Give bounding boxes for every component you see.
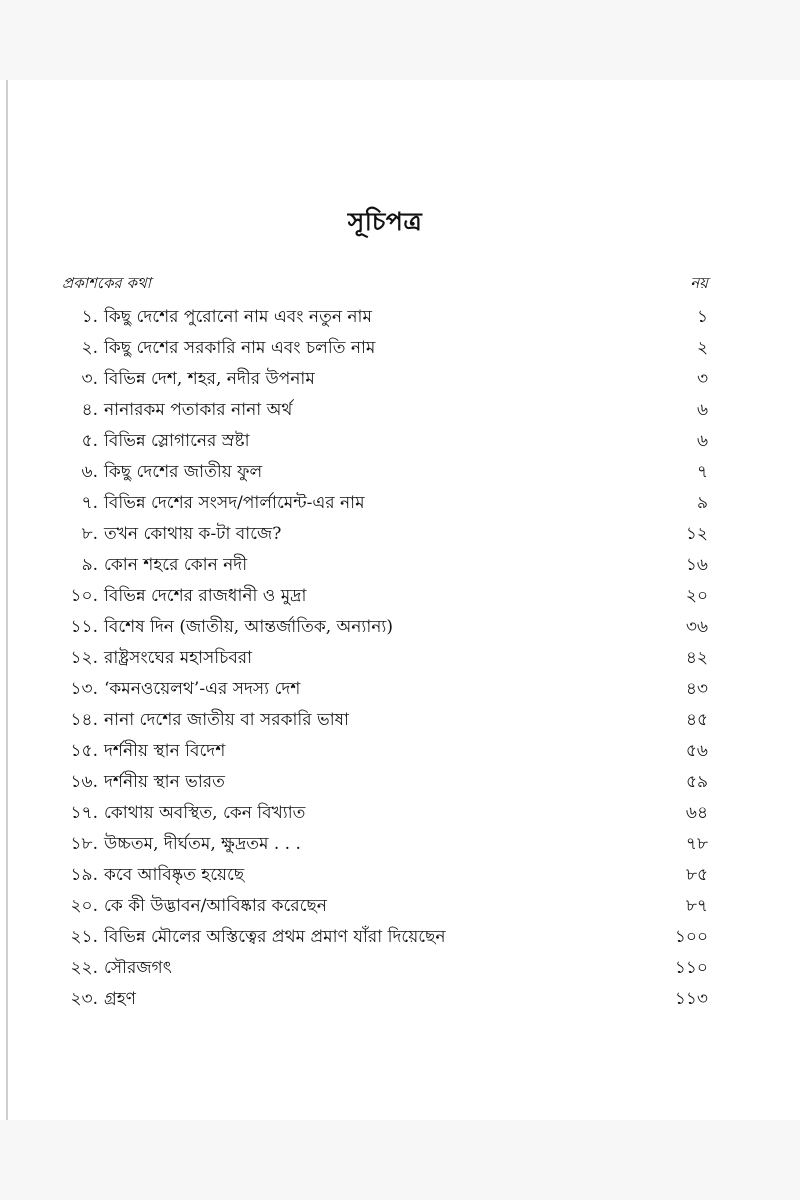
entry-page-number: ৫৯ [685, 772, 708, 792]
entry-page-number: ২০ [685, 586, 708, 606]
entry-page-number: ৭৮ [685, 834, 708, 854]
toc-entry [0, 364, 800, 395]
top-margin-band [0, 0, 800, 80]
entry-title: নানা দেশের জাতীয় বা সরকারি ভাষা [104, 710, 349, 730]
entry-number: ২২. [70, 958, 98, 978]
entry-page-number: ১ [696, 307, 708, 327]
entry-title: কোথায় অবস্থিত, কেন বিখ্যাত [104, 803, 306, 823]
entry-page-number: ৩ [696, 369, 708, 389]
entry-title: গ্রহণ [104, 989, 136, 1009]
page-title: সূচিপত্র [347, 207, 423, 236]
toc-entry [0, 395, 800, 426]
entry-page-number: ৮৫ [685, 865, 708, 885]
entry-number: ৬. [81, 462, 98, 482]
entry-number: ৩. [81, 369, 98, 389]
entry-number: ৮. [81, 524, 98, 544]
toc-entry [0, 984, 800, 1015]
toc-entry [0, 798, 800, 829]
entry-page-number: ৪৩ [685, 679, 708, 699]
entry-title: কোন শহরে কোন নদী [104, 555, 248, 575]
entry-title: বিভিন্ন দেশের সংসদ/পার্লামেন্ট-এর নাম [104, 493, 365, 513]
entry-page-number: ৭ [696, 462, 708, 482]
entry-title: কিছু দেশের পুরোনো নাম এবং নতুন নাম [104, 307, 372, 327]
entry-page-number: ৫৬ [685, 741, 708, 761]
preface-label: প্রকাশকের কথা [62, 274, 152, 292]
toc-entry [0, 333, 800, 364]
toc-entry [0, 302, 800, 333]
toc-entry [0, 829, 800, 860]
entry-number: ১৩. [70, 679, 98, 699]
entry-title: দর্শনীয় স্থান ভারত [104, 772, 225, 792]
toc-entry [0, 705, 800, 736]
entry-page-number: ২ [696, 338, 708, 358]
entry-page-number: ৯ [696, 493, 708, 513]
entry-title: বিভিন্ন দেশের রাজধানী ও মুদ্রা [104, 586, 307, 606]
toc-list [0, 302, 800, 1015]
entry-number: ১২. [70, 648, 98, 668]
entry-page-number: ৪২ [685, 648, 708, 668]
entry-number: ১৮. [70, 834, 98, 854]
preface-page-number: নয় [690, 274, 708, 292]
entry-title: বিভিন্ন মৌলের অস্তিত্বের প্রথম প্রমাণ যাঁরা দিয়েছেন [104, 927, 446, 947]
entry-number: ১০. [70, 586, 98, 606]
toc-entry [0, 643, 800, 674]
entry-number: ১. [81, 307, 98, 327]
entry-title: কে কী উদ্ভাবন/আবিষ্কার করেছেন [104, 896, 327, 916]
entry-number: ২৩. [70, 989, 98, 1009]
toc-entry [0, 674, 800, 705]
entry-page-number: ৬৪ [685, 803, 708, 823]
bottom-margin-band [0, 1120, 800, 1200]
entry-title: নানারকম পতাকার নানা অর্থ [104, 400, 293, 420]
entry-title: রাষ্ট্রসংঘের মহাসচিবরা [104, 648, 253, 668]
entry-number: ১৫. [70, 741, 98, 761]
entry-page-number: ১০০ [674, 927, 708, 947]
toc-entry [0, 488, 800, 519]
entry-title: তখন কোথায় ক-টা বাজে? [104, 524, 282, 544]
toc-entry [0, 581, 800, 612]
toc-entry [0, 767, 800, 798]
entry-title: বিভিন্ন স্লোগানের স্রষ্টা [104, 431, 250, 451]
entry-page-number: ৩৬ [685, 617, 708, 637]
toc-entry [0, 426, 800, 457]
preface-row [62, 272, 708, 298]
toc-page [0, 80, 800, 1120]
entry-number: ১৬. [70, 772, 98, 792]
entry-number: ১৪. [70, 710, 98, 730]
entry-number: ৫. [81, 431, 98, 451]
entry-number: ১৭. [70, 803, 98, 823]
toc-entry [0, 519, 800, 550]
entry-number: ৯. [81, 555, 98, 575]
entry-number: ৪. [81, 400, 98, 420]
toc-entry [0, 922, 800, 953]
entry-page-number: ৬ [696, 400, 708, 420]
entry-title: ‘কমনওয়েলথ’-এর সদস্য দেশ [104, 679, 301, 699]
entry-page-number: ১১০ [674, 958, 708, 978]
toc-entry [0, 550, 800, 581]
toc-entry [0, 860, 800, 891]
entry-title: বিশেষ দিন (জাতীয়, আন্তর্জাতিক, অন্যান্য) [104, 617, 393, 637]
entry-title: কিছু দেশের সরকারি নাম এবং চলতি নাম [104, 338, 376, 358]
entry-number: ১৯. [70, 865, 98, 885]
entry-title: উচ্চতম, দীর্ঘতম, ক্ষুদ্রতম . . . [104, 834, 301, 854]
entry-page-number: ৬ [696, 431, 708, 451]
entry-number: ৭. [81, 493, 98, 513]
entry-number: ২১. [70, 927, 98, 947]
entry-title: দর্শনীয় স্থান বিদেশ [104, 741, 226, 761]
toc-entry [0, 891, 800, 922]
entry-number: ২০. [70, 896, 98, 916]
entry-title: বিভিন্ন দেশ, শহর, নদীর উপনাম [104, 369, 315, 389]
entry-page-number: ১২ [685, 524, 708, 544]
entry-page-number: ৪৫ [685, 710, 708, 730]
entry-title: কবে আবিষ্কৃত হয়েছে [104, 865, 245, 885]
entry-page-number: ১৬ [685, 555, 708, 575]
entry-number: ২. [81, 338, 98, 358]
toc-entry [0, 612, 800, 643]
entry-number: ১১. [70, 617, 98, 637]
entry-page-number: ৮৭ [685, 896, 708, 916]
entry-title: সৌরজগৎ [104, 958, 172, 978]
toc-entry [0, 736, 800, 767]
toc-entry [0, 457, 800, 488]
entry-title: কিছু দেশের জাতীয় ফুল [104, 462, 263, 482]
toc-entry [0, 953, 800, 984]
entry-page-number: ১১৩ [674, 989, 708, 1009]
